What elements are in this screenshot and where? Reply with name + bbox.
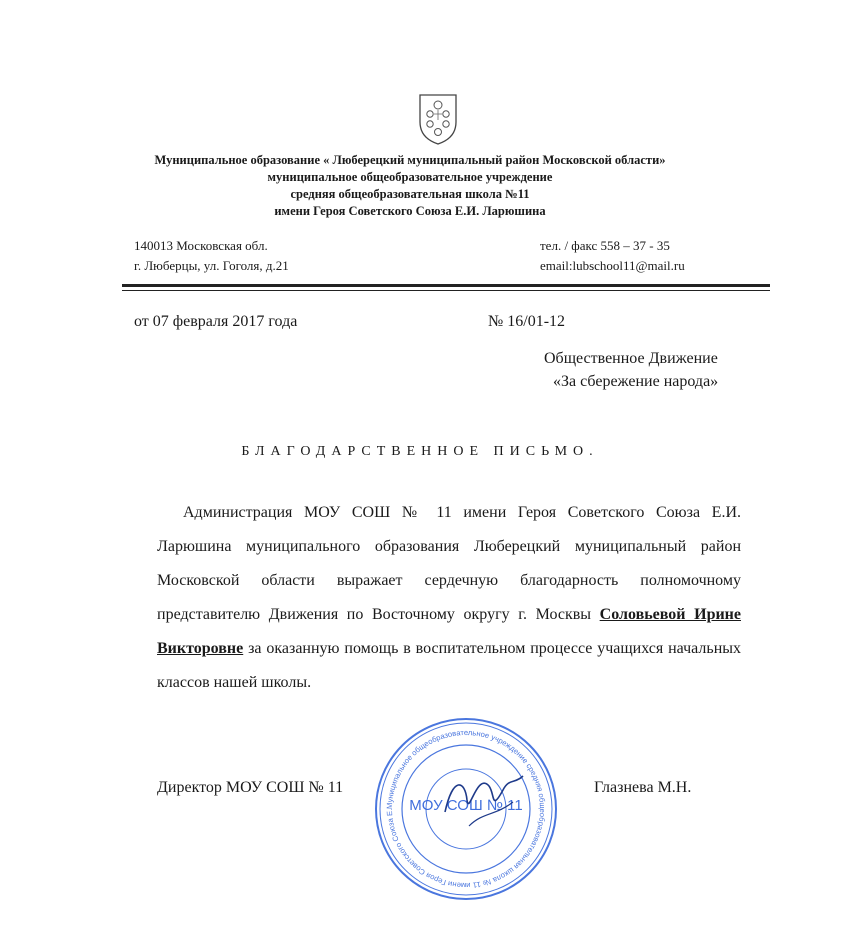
header-municipality: Муниципальное образование « Люберецкий муниципальный район Московской области» bbox=[154, 153, 666, 167]
official-stamp bbox=[373, 716, 559, 902]
body-text-after-name: за оказанную помощь в воспитательном процессе учащихся начальных классов нашей школы. bbox=[157, 640, 742, 691]
stamp-center-text: МОУ СОШ № 11 bbox=[409, 797, 523, 814]
header-rule-thin bbox=[122, 290, 770, 291]
address-street: г. Люберцы, ул. Гоголя, д.21 bbox=[134, 258, 289, 273]
email: email:lubschool11@mail.ru bbox=[540, 258, 685, 273]
header-honor-name: имени Героя Советского Союза Е.И. Ларюшина bbox=[274, 204, 546, 218]
phone-fax: тел. / факс 558 – 37 - 35 bbox=[540, 238, 670, 253]
header-rule-thick bbox=[122, 284, 770, 287]
recipient-organization: Общественное Движение bbox=[544, 350, 718, 367]
letter-number: № 16/01-12 bbox=[488, 313, 566, 330]
stamp-ring-text: Муниципальное общеобразовательное учреждение средняя общеобразовательная школа № 11 имени Героя Советского Союза Е. bbox=[384, 727, 548, 891]
letter-date: от 07 февраля 2017 года bbox=[134, 313, 298, 330]
honoree-name: Соловьевой Ирине Викторовне bbox=[157, 606, 741, 657]
letter-heading: БЛАГОДАРСТВЕННОЕ ПИСЬМО. bbox=[241, 444, 599, 459]
letter-body bbox=[157, 496, 741, 700]
coat-of-arms-emblem bbox=[416, 92, 460, 146]
header-school: средняя общеобразовательная школа №11 bbox=[290, 187, 530, 201]
signatory-title: Директор МОУ СОШ № 11 bbox=[157, 779, 344, 796]
body-text-before-name: Администрация МОУ СОШ № 11 имени Героя Советского Союза Е.И. Ларюшина муниципального образования Люберецкий муниципальный район Московской области выражает сердечную благодарность полномочному представителю Движения по Восточному округу г. Москвы bbox=[157, 504, 741, 623]
address-region: 140013 Московская обл. bbox=[134, 238, 268, 253]
header-institution-type: муниципальное общеобразовательное учреждение bbox=[267, 170, 553, 184]
recipient-organization-name: «За сбережение народа» bbox=[553, 373, 719, 390]
signatory-name: Глазнева М.Н. bbox=[594, 779, 692, 796]
